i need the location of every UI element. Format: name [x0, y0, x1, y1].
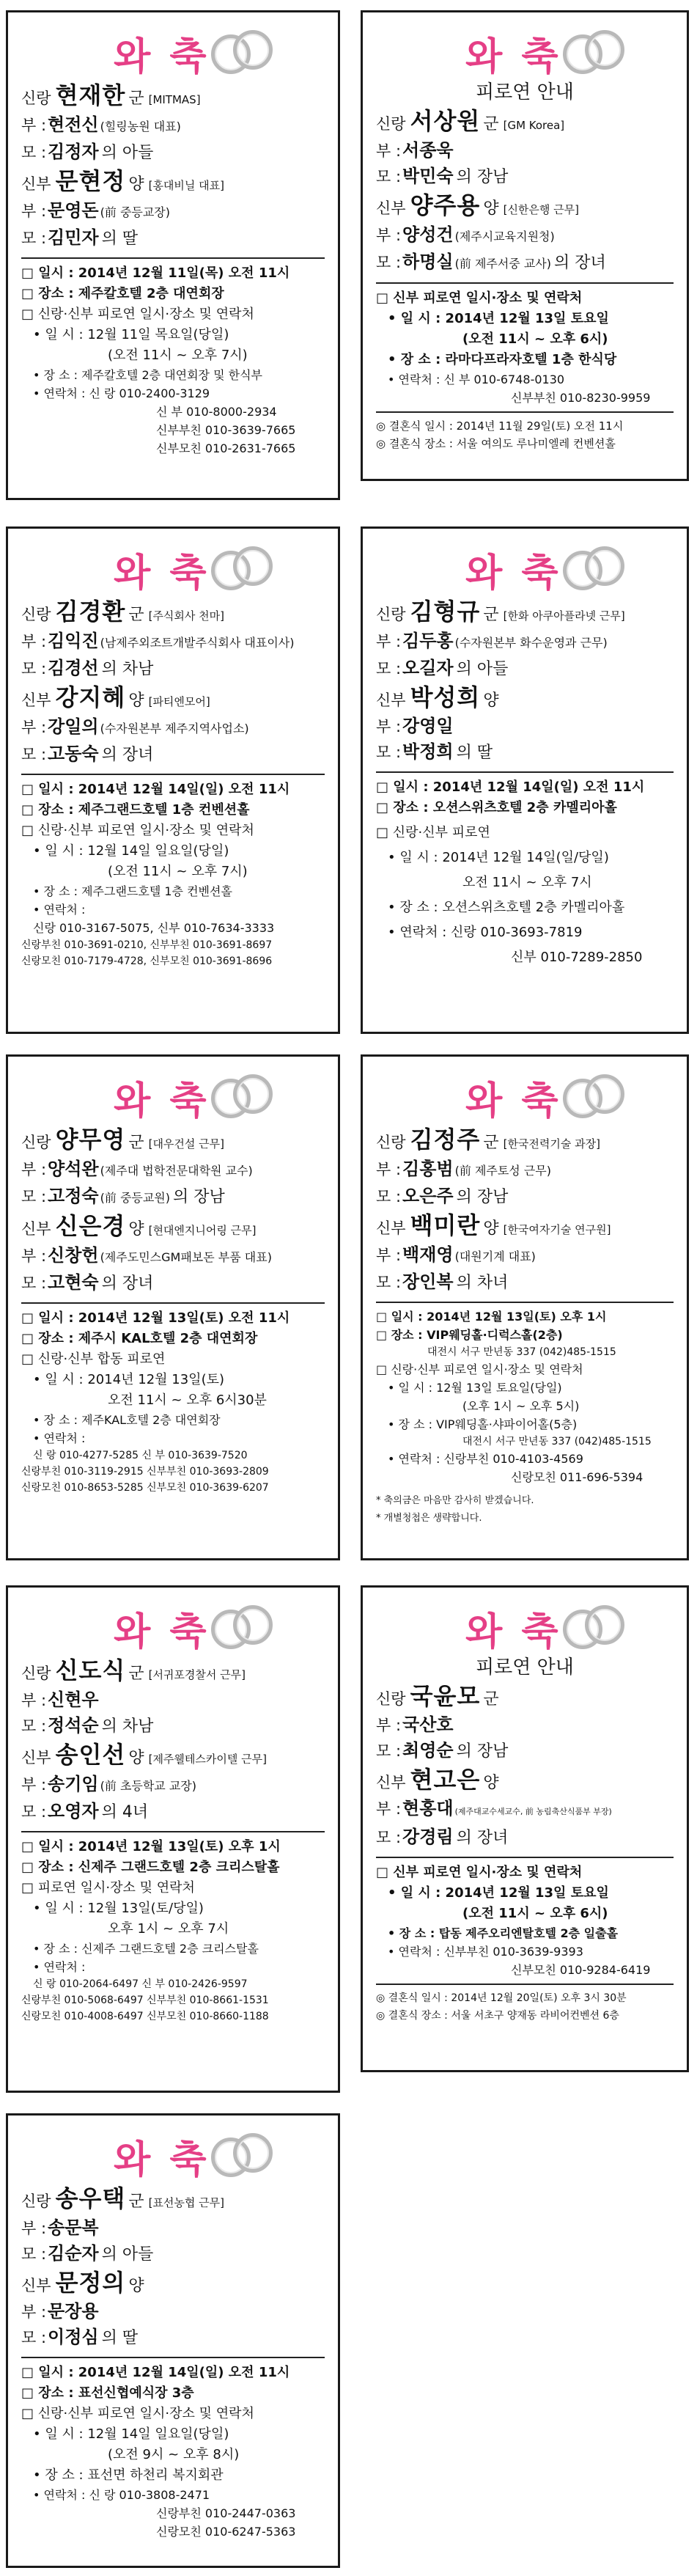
wedding-rings-icon [211, 1073, 277, 1117]
groom-father-line: 부 :국산호 [376, 1714, 454, 1735]
info-line: • 장 소 : 오션스위츠호텔 2층 카멜리아홀 [388, 900, 625, 915]
groom-line: 신랑 현재한 군 [MITMAS] [21, 81, 201, 109]
bride-father-line: 부 :송기임 (前 초등학교 교장) [21, 1774, 197, 1794]
bride-mother-line: 모 :오영자 의 4녀 [21, 1801, 149, 1821]
logo-text: 와 축 [465, 1610, 561, 1654]
family-lines [21, 599, 325, 768]
info-line: □ 신랑·신부 합동 피로연 [21, 1351, 166, 1367]
bride-line: 신부 현고은 양 [376, 1766, 499, 1794]
bride-name: 강지혜 [55, 683, 126, 711]
info-line: □ 신부 피로연 일시·장소 및 연락처 [376, 290, 583, 306]
info-line: □ 장소 : 표선신협예식장 3층 [21, 2385, 194, 2401]
info-line: 신 랑 010-2064-6497 신 부 010-2426-9597 [33, 1978, 248, 1990]
info-line: • 장 소 : VIP웨딩홀·샤파이어홀(5층) [388, 1417, 578, 1431]
card-logo [21, 2116, 325, 2186]
info-line: 신랑 010-3167-5075, 신부 010-7634-3333 [33, 921, 275, 935]
info-line: • 일 시 : 2014년 12월 13일 토요일 [388, 1885, 609, 1901]
wedding-card-2 [361, 10, 689, 481]
info-line: 신랑모친 010-7179-4728, 신부모친 010-3691-8696 [21, 955, 273, 967]
groom-mother-line: 모 :박민숙 의 장남 [376, 166, 509, 186]
info-line: • 일 시 : 2014년 12월 13일 토요일 [388, 311, 609, 326]
family-lines [376, 1684, 674, 1851]
logo-text: 와 축 [465, 551, 561, 595]
groom-father-line: 부 :현전신 (힐링농원 대표) [21, 114, 181, 135]
subtitle: 피로연 안내 [476, 81, 574, 103]
event-info [21, 1308, 325, 1496]
groom-name: 국윤모 [410, 1682, 481, 1710]
info-line: • 일 시 : 12월 14일 일요일(당일) [33, 843, 229, 859]
groom-name: 김경환 [55, 598, 126, 625]
bride-father-line: 부 :백재영 (대원기계 대표) [376, 1244, 536, 1265]
groom-line: 신랑 김형규 군 [한화 아쿠아플라넷 근무] [376, 598, 625, 625]
wedding-card-5 [6, 1054, 340, 1560]
family-lines [21, 1127, 325, 1296]
bride-line: 신부 문현정 양 [홍대비닐 대표] [21, 167, 225, 195]
info-line: 신 부 010-8000-2934 [156, 405, 277, 419]
event-info [21, 2363, 325, 2541]
bride-mother-line: 모 :고현숙 의 장녀 [21, 1272, 154, 1293]
info-line: • 장 소 : 제주KAL호텔 2층 대연회장 [33, 1413, 221, 1427]
info-line: • 장 소 : 제주칼호텔 2층 대연회장 및 한식부 [33, 368, 262, 382]
info-line: 오후 1시 ~ 오후 7시 [108, 1921, 229, 1937]
groom-name: 신도식 [55, 1656, 126, 1684]
info-line: (오전 11시 ~ 오후 7시) [108, 864, 248, 879]
groom-father-line: 부 :김홍범 (前 제주토성 근무) [376, 1159, 552, 1179]
wedding-rings-icon [211, 1604, 277, 1648]
bride-name: 박성희 [410, 683, 481, 711]
bride-name: 문정의 [55, 2269, 126, 2297]
groom-father-line: 부 :신현우 [21, 1689, 99, 1710]
bride-mother-line: 모 :고동숙 의 장녀 [21, 744, 154, 764]
divider [376, 1302, 674, 1303]
footer-line: ◎ 결혼식 일시 : 2014년 12월 20일(토) 오후 3시 30분 [376, 1992, 627, 2004]
info-line: □ 피로연 일시·장소 및 연락처 [21, 1880, 195, 1896]
info-line: □ 장소 : VIP웨딩홀·디럭스홀(2층) [376, 1328, 563, 1342]
wedding-rings-icon [563, 29, 629, 73]
family-lines [376, 599, 674, 766]
subtitle: 피로연 안내 [476, 1656, 574, 1678]
wedding-card-3 [6, 526, 340, 1034]
info-line: 대전시 서구 만년동 337 (042)485-1515 [462, 1436, 652, 1447]
info-line: • 연락처 : 신부부친 010-3639-9393 [388, 1945, 583, 1959]
event-info [376, 288, 674, 407]
divider [376, 411, 674, 413]
groom-mother-line: 모 :정석순 의 차남 [21, 1715, 154, 1736]
bride-line: 신부 신은경 양 [현대엔지니어링 근무] [21, 1212, 257, 1240]
bride-father-line: 부 :현홍대 (제주대교수세교수, 前 농림축산식품부 부장) [376, 1798, 612, 1819]
bride-father-line: 부 :문장용 [21, 2301, 99, 2322]
groom-father-line: 부 :양석완 (제주대 법학전문대학원 교수) [21, 1159, 253, 1179]
info-line: 신랑부친 010-2447-0363 [156, 2506, 296, 2520]
info-line: (오후 1시 ~ 오후 5시) [462, 1399, 580, 1413]
info-line: • 일 시 : 2014년 12월 14일(일/당일) [388, 850, 609, 865]
card-logo [376, 529, 674, 599]
info-line: 신랑부친 010-3119-2915 신부부친 010-3693-2809 [21, 1466, 269, 1478]
info-line: □ 신랑·신부 피로연 일시·장소 및 연락처 [21, 2406, 254, 2421]
card-logo [376, 1588, 674, 1658]
groom-father-line: 부 :송문복 [21, 2217, 99, 2238]
footer-line: ◎ 결혼식 장소 : 서울 서초구 양재동 라비어컨벤션 6층 [376, 2010, 619, 2022]
info-line: 신부 010-7289-2850 [511, 950, 643, 965]
logo-text: 와 축 [114, 1079, 210, 1123]
info-line: 대전시 서구 만년동 337 (042)485-1515 [427, 1346, 616, 1358]
bride-name: 백미란 [410, 1211, 481, 1239]
groom-name: 김형규 [410, 598, 481, 625]
groom-father-line: 부 :서종욱 [376, 140, 454, 161]
card-logo [21, 529, 325, 599]
info-line: (오전 11시 ~ 오후 7시) [108, 348, 248, 363]
groom-line: 신랑 김정주 군 [한국전력기술 과장] [376, 1126, 600, 1153]
info-line: 신랑모친 010-8653-5285 신부모친 010-3639-6207 [21, 1482, 269, 1494]
bride-father-line: 부 :강영일 [376, 716, 454, 736]
groom-mother-line: 모 :김순자 의 아들 [21, 2243, 154, 2264]
info-line: □ 신랑·신부 피로연 일시·장소 및 연락처 [376, 1362, 583, 1376]
divider [21, 774, 325, 775]
logo-text: 와 축 [465, 1079, 561, 1123]
footer-line: * 축의금은 마음만 감사히 받겠습니다. [376, 1495, 534, 1506]
logo-text: 와 축 [465, 35, 561, 79]
wedding-rings-icon [211, 29, 277, 73]
groom-mother-line: 모 :고정숙 (前 중등교원) 의 장남 [21, 1186, 225, 1206]
groom-mother-line: 모 :김경선 의 차남 [21, 658, 154, 678]
groom-name: 현재한 [55, 81, 126, 109]
bride-mother-line: 모 :이정심 의 딸 [21, 2327, 139, 2347]
groom-line: 신랑 국윤모 군 [376, 1682, 499, 1710]
info-line: • 일 시 : 12월 14일 일요일(당일) [33, 2426, 229, 2442]
wedding-rings-icon [563, 1604, 629, 1648]
info-line: □ 장소 : 제주시 KAL호텔 2층 대연회장 [21, 1331, 258, 1346]
info-line: 신랑모친 010-4008-6497 신부모친 010-8660-1188 [21, 2011, 269, 2022]
info-line: • 연락처 : 신랑부친 010-4103-4569 [388, 1452, 583, 1466]
groom-name: 송우택 [55, 2184, 126, 2212]
divider [21, 1302, 325, 1304]
info-line: • 일 시 : 12월 13일(토/당일) [33, 1901, 204, 1916]
bride-name: 문현정 [55, 167, 126, 195]
info-line: 신 랑 010-4277-5285 신 부 010-3639-7520 [33, 1450, 248, 1461]
wedding-rings-icon [211, 2132, 277, 2176]
wedding-card-6 [361, 1054, 689, 1560]
bride-line: 신부 양주용 양 [신한은행 근무] [376, 191, 580, 219]
groom-father-line: 부 :김두홍 (수자원본부 화수운영과 근무) [376, 631, 608, 651]
bride-name: 현고은 [410, 1766, 481, 1794]
info-line: 오전 11시 ~ 오후 6시30분 [108, 1392, 267, 1408]
card-logo [21, 1588, 325, 1658]
event-info [376, 1307, 674, 1486]
divider [376, 771, 674, 773]
wedding-card-1 [6, 10, 340, 500]
groom-line: 신랑 서상원 군 [GM Korea] [376, 107, 565, 135]
info-line: 신랑모친 010-6247-5363 [156, 2525, 296, 2539]
family-lines [21, 1658, 325, 1825]
family-lines [21, 83, 325, 252]
info-line: 신부부친 010-3639-7665 [156, 423, 296, 437]
footer-line: * 개별청첩은 생략합니다. [376, 1513, 482, 1524]
info-line: 오전 11시 ~ 오후 7시 [462, 875, 592, 890]
groom-name: 양무영 [55, 1126, 126, 1153]
info-line: 신부모친 010-2631-7665 [156, 441, 296, 455]
family-lines [21, 2186, 325, 2351]
wedding-card-9 [6, 2113, 340, 2568]
event-info [376, 1863, 674, 1979]
info-line: • 연락처 : 신 부 010-6748-0130 [388, 373, 565, 386]
info-line: 신부모친 010-9284-6419 [511, 1963, 651, 1977]
bride-father-line: 부 :신창헌 (제주도민스GM패보돈 부품 대표) [21, 1245, 272, 1266]
wedding-card-8 [361, 1585, 689, 2072]
footer-line: ◎ 결혼식 일시 : 2014년 11월 29일(토) 오전 11시 [376, 419, 624, 433]
family-lines [376, 1127, 674, 1296]
groom-line: 신랑 신도식 군 [서귀포경찰서 근무] [21, 1656, 246, 1684]
info-line: □ 신랑·신부 피로연 [376, 825, 490, 840]
groom-mother-line: 모 :오길자 의 아들 [376, 658, 509, 678]
bride-mother-line: 모 :장인복 의 차녀 [376, 1272, 509, 1292]
info-line: 신랑모친 011-696-5394 [511, 1470, 643, 1484]
logo-text: 와 축 [114, 1610, 210, 1654]
divider [21, 1831, 325, 1832]
card-logo [21, 12, 325, 83]
bride-line: 신부 문정의 양 [21, 2269, 144, 2297]
info-line: • 연락처 : [33, 1960, 86, 1974]
divider [376, 1984, 674, 1985]
bride-line: 신부 백미란 양 [한국여자기술 연구원] [376, 1211, 611, 1239]
bride-mother-line: 모 :하명실 (前 제주서중 교사) 의 장녀 [376, 252, 606, 272]
bride-line: 신부 강지혜 양 [파티엔모어] [21, 683, 210, 711]
wedding-rings-icon [211, 545, 277, 589]
bride-father-line: 부 :강일의 (수자원본부 제주지역사업소) [21, 716, 249, 737]
info-line: • 장 소 : 탑동 제주오리엔탈호텔 2층 일출홀 [388, 1926, 619, 1940]
info-line: • 연락처 : [33, 1431, 86, 1445]
info-line: □ 신랑·신부 피로연 일시·장소 및 연락처 [21, 307, 254, 322]
info-line: (오전 11시 ~ 오후 6시) [462, 1906, 608, 1921]
logo-text: 와 축 [114, 35, 210, 79]
groom-mother-line: 모 :최영순 의 장남 [376, 1740, 509, 1761]
wedding-card-4 [361, 526, 689, 1034]
event-info [21, 779, 325, 969]
divider [21, 257, 325, 259]
family-lines [376, 109, 674, 276]
divider [376, 1857, 674, 1858]
bride-mother-line: 모 :김민자 의 딸 [21, 227, 139, 248]
card-logo [376, 1057, 674, 1127]
info-line: □ 장소 : 제주그랜드호텔 1층 컨벤션홀 [21, 802, 250, 818]
info-line: • 장 소 : 라마다프라자호텔 1층 한식당 [388, 352, 617, 367]
bride-father-line: 부 :양성건 (제주시교육지원청) [376, 224, 555, 245]
card-logo [376, 12, 674, 83]
info-line: • 장 소 : 표선면 하천리 복지회관 [33, 2467, 224, 2483]
bride-mother-line: 모 :박정희 의 딸 [376, 741, 493, 762]
groom-line: 신랑 김경환 군 [주식회사 천마] [21, 598, 225, 625]
info-line: □ 장소 : 오션스위츠호텔 2층 카멜리아홀 [376, 800, 617, 815]
bride-father-line: 부 :문영돈 (前 중등교장) [21, 200, 171, 221]
info-line: □ 장소 : 제주칼호텔 2층 대연회장 [21, 286, 224, 301]
info-line: • 연락처 : 신 랑 010-2400-3129 [33, 386, 210, 400]
info-line: (오전 11시 ~ 오후 6시) [462, 331, 608, 347]
info-line: 신부부친 010-8230-9959 [511, 391, 651, 405]
info-line: □ 신부 피로연 일시·장소 및 연락처 [376, 1865, 583, 1880]
wedding-rings-icon [563, 545, 629, 589]
groom-name: 김정주 [410, 1126, 481, 1153]
info-line: □ 일시 : 2014년 12월 14일(일) 오전 11시 [21, 2365, 290, 2380]
logo-text: 와 축 [114, 551, 210, 595]
bride-name: 양주용 [410, 191, 481, 219]
info-line: • 일 시 : 12월 13일 토요일(당일) [388, 1381, 562, 1395]
event-info [21, 263, 325, 458]
info-line: □ 일시 : 2014년 12월 14일(일) 오전 11시 [21, 782, 290, 797]
info-line: • 연락처 : 신 랑 010-3808-2471 [33, 2488, 210, 2502]
wedding-rings-icon [563, 1073, 629, 1117]
divider [376, 282, 674, 284]
info-line: □ 일시 : 2014년 12월 13일(토) 오후 1시 [376, 1310, 607, 1324]
info-line: □ 장소 : 신제주 그랜드호텔 2층 크리스탈홀 [21, 1860, 280, 1875]
wedding-card-7 [6, 1585, 340, 2093]
event-info [376, 777, 674, 968]
footer-line: ◎ 결혼식 장소 : 서울 여의도 루나미엘레 컨벤션홀 [376, 437, 616, 450]
info-line: □ 일시 : 2014년 12월 13일(토) 오전 11시 [21, 1310, 290, 1326]
bride-line: 신부 송인선 양 [제주웰테스카이텔 근무] [21, 1741, 267, 1769]
logo-text: 와 축 [114, 2138, 210, 2182]
groom-name: 서상원 [410, 107, 481, 135]
info-line: □ 일시 : 2014년 12월 14일(일) 오전 11시 [376, 779, 645, 795]
groom-mother-line: 모 :오은주 의 장남 [376, 1186, 509, 1206]
info-line: • 연락처 : 신랑 010-3693-7819 [388, 925, 583, 940]
info-line: • 일 시 : 2014년 12월 13일(토) [33, 1372, 225, 1387]
bride-name: 송인선 [55, 1741, 126, 1769]
divider [21, 2357, 325, 2358]
groom-line: 신랑 송우택 군 [표선농협 근무] [21, 2184, 225, 2212]
info-line: • 일 시 : 12월 11일 목요일(당일) [33, 327, 229, 342]
info-line: □ 신랑·신부 피로연 일시·장소 및 연락처 [21, 823, 254, 838]
info-line: • 장 소 : 제주그랜드호텔 1층 컨벤션홀 [33, 884, 232, 898]
info-line: 신랑부친 010-3691-0210, 신부부친 010-3691-8697 [21, 939, 273, 951]
bride-line: 신부 박성희 양 [376, 683, 499, 711]
info-line: (오전 9시 ~ 오후 8시) [108, 2447, 240, 2462]
info-line: □ 일시 : 2014년 12월 13일(토) 오후 1시 [21, 1839, 281, 1854]
info-line: 신랑부친 010-5068-6497 신부부친 010-8661-1531 [21, 1995, 269, 2006]
info-line: • 장 소 : 신제주 그랜드호텔 2층 크리스탈홀 [33, 1942, 259, 1956]
groom-father-line: 부 :김익진 (남제주외조트개발주식회사 대표이사) [21, 631, 295, 651]
groom-line: 신랑 양무영 군 [대우건설 근무] [21, 1126, 225, 1153]
groom-mother-line: 모 :김정자 의 아들 [21, 142, 154, 162]
info-line: □ 일시 : 2014년 12월 11일(목) 오전 11시 [21, 265, 290, 281]
info-line: • 연락처 : [33, 903, 86, 917]
event-info [21, 1837, 325, 2025]
card-logo [21, 1057, 325, 1127]
bride-mother-line: 모 :강경림 의 장녀 [376, 1827, 509, 1847]
bride-name: 신은경 [55, 1212, 126, 1240]
